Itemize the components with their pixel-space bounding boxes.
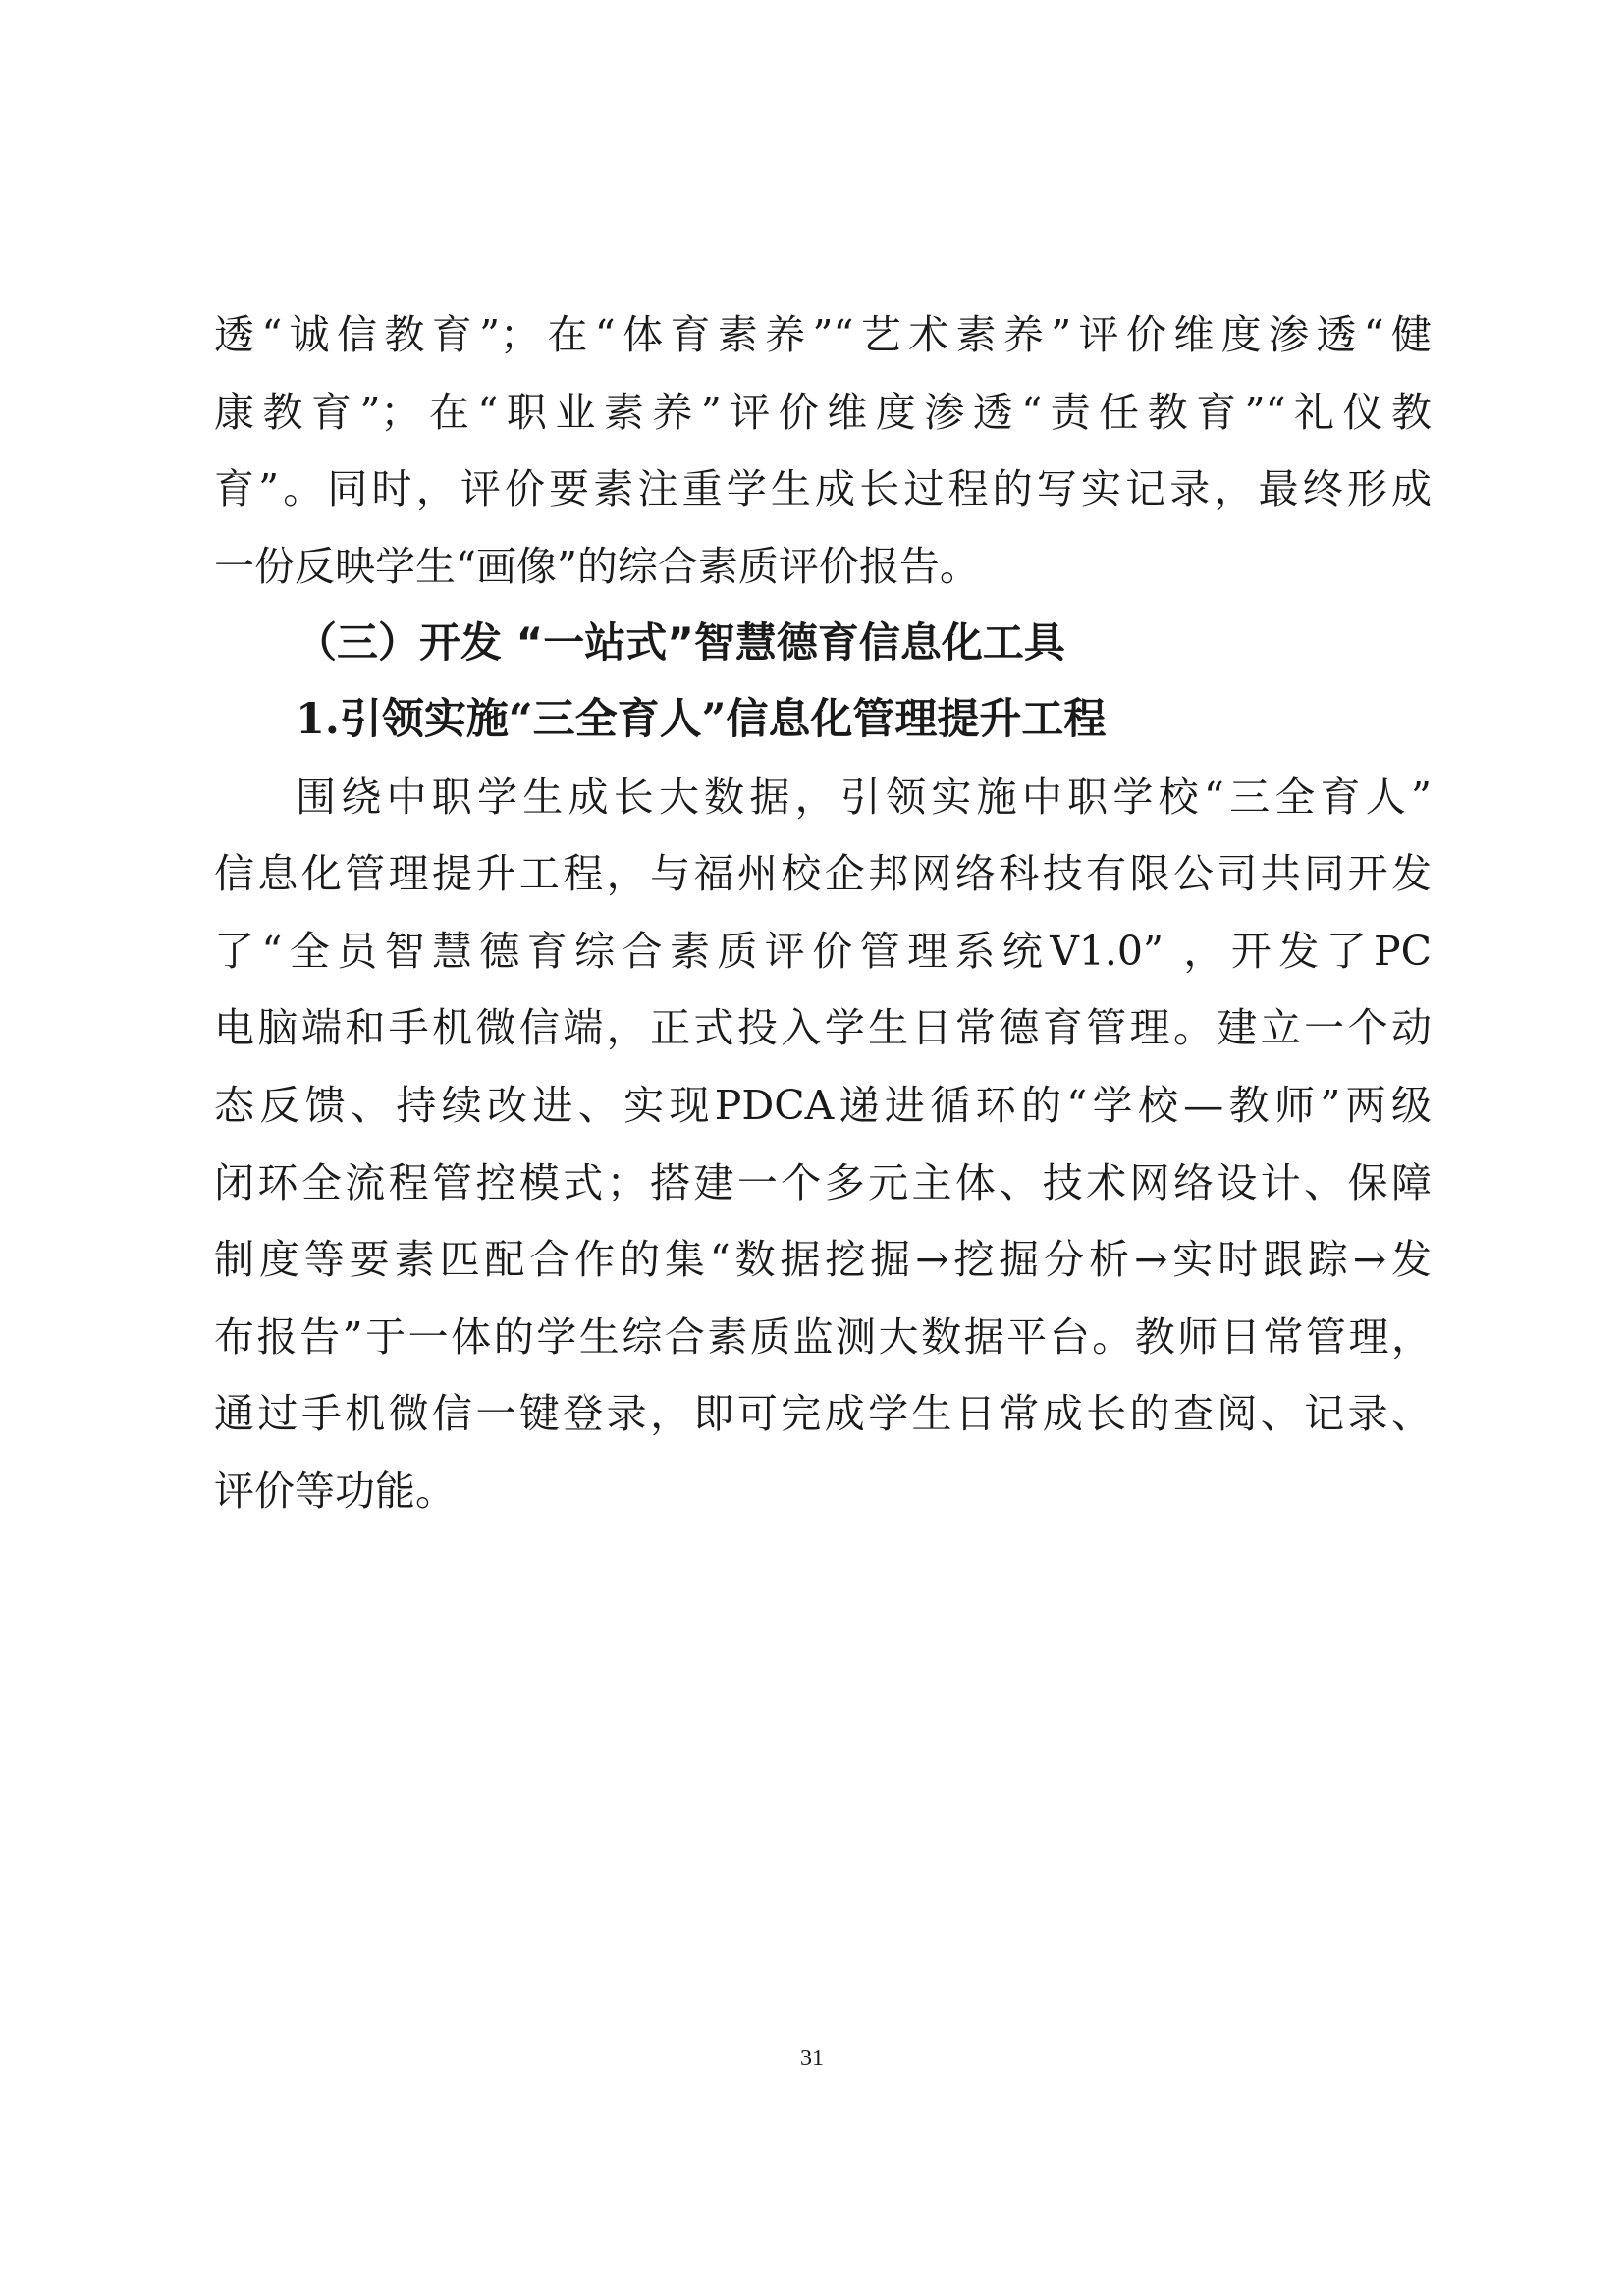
- paragraph2-line: 了“全员智慧德育综合素质评价管理系统V1.0” ，开发了PC: [214, 928, 1432, 975]
- section-heading: （三）开发 “一站式”智慧德育信息化工具: [296, 618, 1065, 667]
- paragraph2-line: 评价等功能。: [214, 1468, 456, 1515]
- paragraph2-line: 通过手机微信一键登录，即可完成学生日常成长的查阅、记录、: [214, 1390, 1432, 1437]
- paragraph1-line: 一份反映学生“画像”的综合素质评价报告。: [214, 543, 980, 590]
- paragraph2-line: 制度等要素匹配合作的集“数据挖掘→挖掘分析→实时跟踪→发: [214, 1236, 1432, 1283]
- page-number: 31: [800, 2046, 824, 2071]
- paragraph1-line: 育”。同时，评价要素注重学生成长过程的写实记录，最终形成: [214, 465, 1432, 512]
- paragraph1-line: 透“诚信教育”；在“体育素养”“艺术素养”评价维度渗透“健: [214, 311, 1432, 358]
- subsection-heading: 1.引领实施“三全育人”信息化管理提升工程: [296, 695, 1107, 744]
- paragraph2-line: 围绕中职学生成长大数据，引领实施中职学校“三全育人”: [296, 774, 1432, 821]
- paragraph2-line: 电脑端和手机微信端，正式投入学生日常德育管理。建立一个动: [214, 1004, 1432, 1051]
- paragraph2-line: 布报告”于一体的学生综合素质监测大数据平台。教师日常管理，: [214, 1313, 1432, 1361]
- paragraph2-line: 态反馈、持续改进、实现PDCA递进循环的“学校—教师”两级: [214, 1082, 1432, 1129]
- paragraph2-line: 信息化管理提升工程，与福州校企邦网络科技有限公司共同开发: [214, 850, 1432, 897]
- paragraph1-line: 康教育”；在“职业素养”评价维度渗透“责任教育”“礼仪教: [214, 389, 1432, 436]
- paragraph2-line: 闭环全流程管控模式；搭建一个多元主体、技术网络设计、保障: [214, 1159, 1432, 1206]
